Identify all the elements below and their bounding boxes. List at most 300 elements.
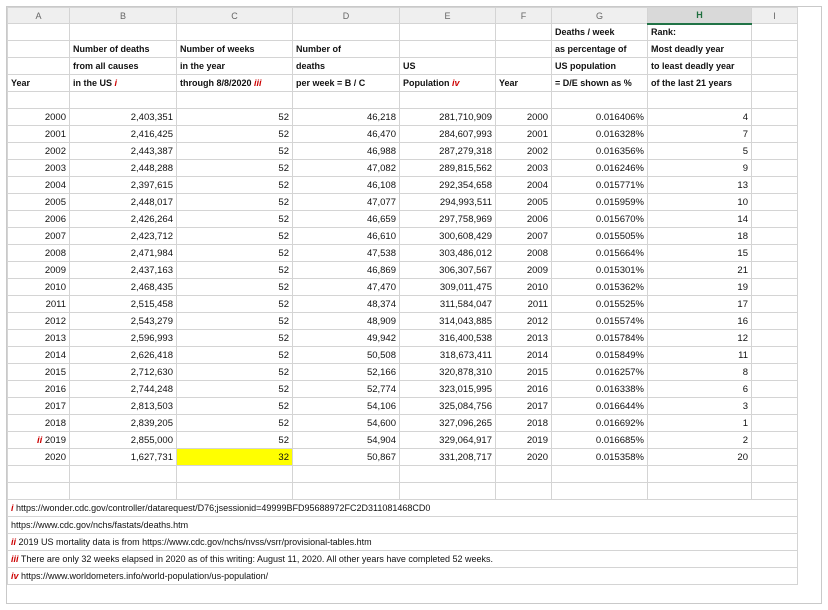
cell-weeks[interactable] [177, 381, 293, 398]
cell-pct[interactable] [552, 228, 648, 245]
header-cell-e[interactable] [400, 41, 496, 58]
cell-rank[interactable] [648, 432, 752, 449]
cell-population[interactable] [400, 143, 496, 160]
cell-deaths[interactable] [70, 109, 177, 126]
empty-cell-e[interactable] [400, 92, 496, 109]
cell-weeks[interactable] [177, 330, 293, 347]
empty-cell-d[interactable] [293, 92, 400, 109]
cell-year2[interactable] [496, 194, 552, 211]
empty-cell-a[interactable] [8, 483, 70, 500]
cell-deaths[interactable] [70, 228, 177, 245]
header-cell-h[interactable] [648, 24, 752, 41]
cell-pct[interactable] [552, 313, 648, 330]
cell-deaths[interactable] [70, 279, 177, 296]
cell-year[interactable] [8, 160, 70, 177]
cell-rank-text: 1 [742, 417, 748, 429]
empty-cell-g[interactable] [552, 466, 648, 483]
cell-rank[interactable] [648, 109, 752, 126]
cell-pct[interactable] [552, 160, 648, 177]
spreadsheet[interactable] [6, 6, 822, 604]
empty-cell-i[interactable] [752, 126, 798, 143]
cell-year2[interactable] [496, 126, 552, 143]
cell-per_week-text: 48,909 [366, 315, 396, 327]
empty-cell-i[interactable] [752, 262, 798, 279]
header-cell-g[interactable] [552, 24, 648, 41]
cell-year2[interactable] [496, 262, 552, 279]
cell-weeks[interactable] [177, 415, 293, 432]
cell-deaths[interactable] [70, 126, 177, 143]
cell-weeks[interactable] [177, 364, 293, 381]
cell-deaths[interactable] [70, 449, 177, 466]
header-cell-b-text: from all causes [73, 61, 139, 71]
cell-year2-text: 2014 [526, 349, 548, 361]
header-cell-a[interactable] [8, 58, 70, 75]
cell-deaths-text: 2,543,279 [130, 315, 173, 327]
cell-year[interactable] [8, 143, 70, 160]
cell-pct-text: 0.016644% [595, 400, 644, 412]
footnote-cell[interactable] [8, 500, 798, 517]
cell-per_week[interactable] [293, 211, 400, 228]
empty-cell-b[interactable] [70, 92, 177, 109]
cell-weeks[interactable] [177, 109, 293, 126]
cell-year[interactable] [8, 432, 70, 449]
cell-weeks-text: 52 [278, 434, 289, 446]
cell-weeks[interactable] [177, 194, 293, 211]
header-cell-c[interactable] [177, 75, 293, 92]
cell-year[interactable] [8, 109, 70, 126]
cell-per_week[interactable] [293, 347, 400, 364]
cell-pct[interactable] [552, 398, 648, 415]
empty-cell-i[interactable] [752, 279, 798, 296]
cell-deaths[interactable] [70, 415, 177, 432]
cell-year2[interactable] [496, 211, 552, 228]
cell-deaths[interactable] [70, 381, 177, 398]
cell-year[interactable] [8, 194, 70, 211]
cell-per_week[interactable] [293, 313, 400, 330]
cell-population[interactable] [400, 177, 496, 194]
cell-year[interactable] [8, 245, 70, 262]
cell-year2-text: 2015 [526, 366, 548, 378]
empty-cell-i[interactable] [752, 415, 798, 432]
cell-year[interactable] [8, 296, 70, 313]
footnote-cell[interactable] [8, 551, 798, 568]
cell-rank[interactable] [648, 262, 752, 279]
cell-weeks[interactable] [177, 313, 293, 330]
cell-year2[interactable] [496, 109, 552, 126]
cell-pct[interactable] [552, 262, 648, 279]
cell-pct[interactable] [552, 109, 648, 126]
cell-per_week[interactable] [293, 279, 400, 296]
empty-cell-i[interactable] [752, 432, 798, 449]
cell-rank[interactable] [648, 194, 752, 211]
cell-per_week[interactable] [293, 245, 400, 262]
cell-rank[interactable] [648, 381, 752, 398]
cell-population[interactable] [400, 449, 496, 466]
cell-per_week-text: 52,774 [366, 383, 396, 395]
empty-cell-i[interactable] [752, 313, 798, 330]
cell-deaths[interactable] [70, 330, 177, 347]
empty-cell-i[interactable] [752, 466, 798, 483]
empty-cell-g[interactable] [552, 92, 648, 109]
empty-cell-h[interactable] [648, 483, 752, 500]
header-cell-i[interactable] [752, 24, 798, 41]
cell-year[interactable] [8, 449, 70, 466]
cell-pct[interactable] [552, 347, 648, 364]
cell-rank[interactable] [648, 347, 752, 364]
cell-population[interactable] [400, 330, 496, 347]
header-cell-i[interactable] [752, 41, 798, 58]
empty-cell-d[interactable] [293, 466, 400, 483]
cell-per_week-text: 46,470 [366, 128, 396, 140]
cell-rank[interactable] [648, 449, 752, 466]
cell-per_week[interactable] [293, 109, 400, 126]
cell-deaths[interactable] [70, 194, 177, 211]
column-header-c[interactable]: C [177, 8, 293, 24]
cell-population[interactable] [400, 279, 496, 296]
cell-pct[interactable] [552, 449, 648, 466]
cell-population[interactable] [400, 296, 496, 313]
header-cell-a[interactable] [8, 75, 70, 92]
header-cell-a[interactable] [8, 41, 70, 58]
header-cell-d[interactable] [293, 24, 400, 41]
cell-weeks[interactable] [177, 279, 293, 296]
empty-cell-c[interactable] [177, 92, 293, 109]
cell-pct[interactable] [552, 296, 648, 313]
cell-population[interactable] [400, 109, 496, 126]
cell-rank[interactable] [648, 126, 752, 143]
cell-rank[interactable] [648, 160, 752, 177]
cell-weeks[interactable] [177, 143, 293, 160]
empty-cell-b[interactable] [70, 483, 177, 500]
cell-year[interactable] [8, 177, 70, 194]
cell-population[interactable] [400, 347, 496, 364]
empty-cell-i[interactable] [752, 330, 798, 347]
cell-rank[interactable] [648, 364, 752, 381]
cell-deaths-text: 2,626,418 [130, 349, 173, 361]
cell-weeks[interactable] [177, 211, 293, 228]
cell-rank[interactable] [648, 330, 752, 347]
empty-cell-c[interactable] [177, 483, 293, 500]
cell-per_week[interactable] [293, 330, 400, 347]
header-cell-g[interactable] [552, 41, 648, 58]
empty-cell-i[interactable] [752, 483, 798, 500]
empty-cell-f[interactable] [496, 92, 552, 109]
cell-year2[interactable] [496, 313, 552, 330]
cell-year[interactable] [8, 330, 70, 347]
cell-rank[interactable] [648, 296, 752, 313]
cell-rank[interactable] [648, 279, 752, 296]
cell-year2[interactable] [496, 279, 552, 296]
table-row [8, 398, 798, 415]
cell-per_week[interactable] [293, 228, 400, 245]
empty-cell-i[interactable] [752, 296, 798, 313]
header-cell-d[interactable] [293, 41, 400, 58]
header-cell-b[interactable] [70, 75, 177, 92]
empty-cell-i[interactable] [752, 177, 798, 194]
header-cell-d[interactable] [293, 58, 400, 75]
cell-year2[interactable] [496, 245, 552, 262]
empty-cell-i[interactable] [752, 245, 798, 262]
cell-rank[interactable] [648, 211, 752, 228]
column-header-g[interactable]: G [552, 8, 648, 24]
cell-deaths[interactable] [70, 143, 177, 160]
cell-year2[interactable] [496, 347, 552, 364]
cell-year[interactable] [8, 381, 70, 398]
cell-year2[interactable] [496, 160, 552, 177]
footnote-cell[interactable] [8, 568, 798, 585]
cell-population[interactable] [400, 160, 496, 177]
header-cell-e[interactable] [400, 58, 496, 75]
header-cell-b[interactable] [70, 41, 177, 58]
cell-population[interactable] [400, 415, 496, 432]
cell-year[interactable] [8, 415, 70, 432]
cell-pct[interactable] [552, 381, 648, 398]
header-cell-g[interactable] [552, 75, 648, 92]
header-cell-c[interactable] [177, 41, 293, 58]
cell-year2[interactable] [496, 364, 552, 381]
cell-deaths[interactable] [70, 398, 177, 415]
cell-per_week[interactable] [293, 432, 400, 449]
header-cell-h[interactable] [648, 41, 752, 58]
cell-weeks[interactable] [177, 347, 293, 364]
cell-year-text: 2014 [44, 349, 66, 361]
column-header-d[interactable]: D [293, 8, 400, 24]
cell-weeks[interactable] [177, 449, 293, 466]
cell-per_week[interactable] [293, 262, 400, 279]
header-cell-h[interactable] [648, 58, 752, 75]
empty-cell-c[interactable] [177, 466, 293, 483]
column-header-h[interactable]: H [648, 8, 752, 24]
cell-year[interactable] [8, 398, 70, 415]
cell-pct[interactable] [552, 415, 648, 432]
cell-year2[interactable] [496, 177, 552, 194]
cell-per_week[interactable] [293, 160, 400, 177]
cell-rank[interactable] [648, 177, 752, 194]
empty-cell-i[interactable] [752, 211, 798, 228]
cell-pct[interactable] [552, 211, 648, 228]
header-cell-f[interactable] [496, 58, 552, 75]
cell-deaths[interactable] [70, 296, 177, 313]
cell-per_week[interactable] [293, 381, 400, 398]
header-cell-i[interactable] [752, 58, 798, 75]
cell-population-text: 325,084,756 [439, 400, 492, 412]
cell-year2[interactable] [496, 415, 552, 432]
cell-weeks-text: 52 [278, 400, 289, 412]
cell-deaths[interactable] [70, 211, 177, 228]
cell-per_week[interactable] [293, 194, 400, 211]
cell-deaths[interactable] [70, 262, 177, 279]
cell-population[interactable] [400, 126, 496, 143]
cell-deaths[interactable] [70, 432, 177, 449]
header-cell-c[interactable] [177, 24, 293, 41]
cell-per_week[interactable] [293, 415, 400, 432]
header-cell-g[interactable] [552, 58, 648, 75]
cell-rank[interactable] [648, 245, 752, 262]
header-cell-a[interactable] [8, 24, 70, 41]
cell-per_week[interactable] [293, 398, 400, 415]
cell-population[interactable] [400, 364, 496, 381]
cell-pct[interactable] [552, 432, 648, 449]
cell-population[interactable] [400, 432, 496, 449]
empty-cell-i[interactable] [752, 228, 798, 245]
cell-weeks[interactable] [177, 398, 293, 415]
cell-year2[interactable] [496, 432, 552, 449]
cell-pct[interactable] [552, 330, 648, 347]
empty-cell-b[interactable] [70, 466, 177, 483]
empty-cell-i[interactable] [752, 109, 798, 126]
cell-year2[interactable] [496, 143, 552, 160]
header-cell-i[interactable] [752, 75, 798, 92]
cell-pct[interactable] [552, 194, 648, 211]
cell-deaths[interactable] [70, 364, 177, 381]
header-cell-f[interactable] [496, 24, 552, 41]
cell-pct[interactable] [552, 364, 648, 381]
cell-population[interactable] [400, 313, 496, 330]
header-cell-g-text: as percentage of [555, 44, 627, 54]
cell-per_week-text: 46,108 [366, 179, 396, 191]
cell-year2[interactable] [496, 398, 552, 415]
cell-year[interactable] [8, 211, 70, 228]
cell-per_week[interactable] [293, 177, 400, 194]
cell-year2-text: 2009 [526, 264, 548, 276]
cell-rank-text: 14 [737, 213, 748, 225]
header-cell-b-text: in the US [73, 78, 113, 88]
empty-cell-i[interactable] [752, 160, 798, 177]
header-cell-f[interactable] [496, 75, 552, 92]
footnote-cell[interactable] [8, 517, 798, 534]
cell-population[interactable] [400, 211, 496, 228]
empty-cell-i[interactable] [752, 449, 798, 466]
empty-cell-f[interactable] [496, 483, 552, 500]
empty-cell-h[interactable] [648, 466, 752, 483]
cell-year2[interactable] [496, 296, 552, 313]
cell-year2[interactable] [496, 449, 552, 466]
header-cell-h[interactable] [648, 75, 752, 92]
cell-pct[interactable] [552, 177, 648, 194]
cell-deaths[interactable] [70, 245, 177, 262]
cell-deaths[interactable] [70, 177, 177, 194]
cell-weeks[interactable] [177, 160, 293, 177]
cell-weeks[interactable] [177, 228, 293, 245]
empty-cell-i[interactable] [752, 194, 798, 211]
cell-population-text: 311,584,047 [439, 298, 492, 310]
header-cell-e[interactable] [400, 75, 496, 92]
cell-per_week[interactable] [293, 126, 400, 143]
cell-year[interactable] [8, 126, 70, 143]
cell-deaths[interactable] [70, 347, 177, 364]
cell-population-text: 281,710,909 [439, 111, 492, 123]
cell-year[interactable] [8, 347, 70, 364]
cell-year2[interactable] [496, 330, 552, 347]
cell-pct[interactable] [552, 279, 648, 296]
cell-year[interactable] [8, 313, 70, 330]
cell-deaths-text: 2,403,351 [130, 111, 173, 123]
cell-rank[interactable] [648, 398, 752, 415]
cell-deaths[interactable] [70, 160, 177, 177]
cell-weeks[interactable] [177, 296, 293, 313]
cell-year-text: 2006 [44, 213, 66, 225]
header-cell-e[interactable] [400, 24, 496, 41]
cell-per_week[interactable] [293, 143, 400, 160]
cell-per_week[interactable] [293, 296, 400, 313]
cell-rank[interactable] [648, 415, 752, 432]
cell-population[interactable] [400, 194, 496, 211]
empty-cell-i[interactable] [752, 143, 798, 160]
column-header-e[interactable]: E [400, 8, 496, 24]
cell-rank[interactable] [648, 313, 752, 330]
cell-deaths[interactable] [70, 313, 177, 330]
empty-cell-d[interactable] [293, 483, 400, 500]
cell-rank-text: 17 [737, 298, 748, 310]
empty-cell-e[interactable] [400, 483, 496, 500]
column-header-a[interactable]: A [8, 8, 70, 24]
empty-cell-i[interactable] [752, 381, 798, 398]
cell-pct[interactable] [552, 245, 648, 262]
empty-cell-g[interactable] [552, 483, 648, 500]
cell-weeks-text: 52 [278, 298, 289, 310]
empty-cell-h[interactable] [648, 92, 752, 109]
cell-population[interactable] [400, 245, 496, 262]
cell-population[interactable] [400, 262, 496, 279]
cell-per_week[interactable] [293, 449, 400, 466]
cell-pct[interactable] [552, 143, 648, 160]
cell-rank[interactable] [648, 228, 752, 245]
cell-year2[interactable] [496, 228, 552, 245]
header-cell-c-text: Number of weeks [180, 44, 255, 54]
cell-weeks[interactable] [177, 432, 293, 449]
empty-cell-e[interactable] [400, 466, 496, 483]
cell-pct[interactable] [552, 126, 648, 143]
cell-year2-text: 2002 [526, 145, 548, 157]
sheet-grid[interactable] [7, 7, 798, 585]
cell-weeks[interactable] [177, 126, 293, 143]
cell-year[interactable] [8, 364, 70, 381]
cell-rank[interactable] [648, 143, 752, 160]
cell-per_week[interactable] [293, 364, 400, 381]
empty-cell-i[interactable] [752, 347, 798, 364]
header-cell-d[interactable] [293, 75, 400, 92]
cell-year2[interactable] [496, 381, 552, 398]
cell-population[interactable] [400, 398, 496, 415]
cell-year[interactable] [8, 228, 70, 245]
table-row [8, 449, 798, 466]
empty-cell-i[interactable] [752, 398, 798, 415]
spacer-row [8, 483, 798, 500]
header-cell-f[interactable] [496, 41, 552, 58]
cell-per_week-text: 47,538 [366, 247, 396, 259]
cell-population[interactable] [400, 228, 496, 245]
empty-cell-a[interactable] [8, 466, 70, 483]
header-cell-b[interactable] [70, 58, 177, 75]
cell-year[interactable] [8, 279, 70, 296]
footnote-cell[interactable] [8, 534, 798, 551]
cell-weeks[interactable] [177, 177, 293, 194]
empty-cell-i[interactable] [752, 92, 798, 109]
header-cell-c[interactable] [177, 58, 293, 75]
header-cell-d-text: per week = B / C [296, 78, 366, 88]
cell-weeks[interactable] [177, 245, 293, 262]
cell-year[interactable] [8, 262, 70, 279]
cell-population[interactable] [400, 381, 496, 398]
cell-weeks[interactable] [177, 262, 293, 279]
column-header-i[interactable]: I [752, 8, 798, 24]
header-cell-b[interactable] [70, 24, 177, 41]
column-header-f[interactable]: F [496, 8, 552, 24]
empty-cell-a[interactable] [8, 92, 70, 109]
column-header-b[interactable]: B [70, 8, 177, 24]
empty-cell-f[interactable] [496, 466, 552, 483]
empty-cell-i[interactable] [752, 364, 798, 381]
